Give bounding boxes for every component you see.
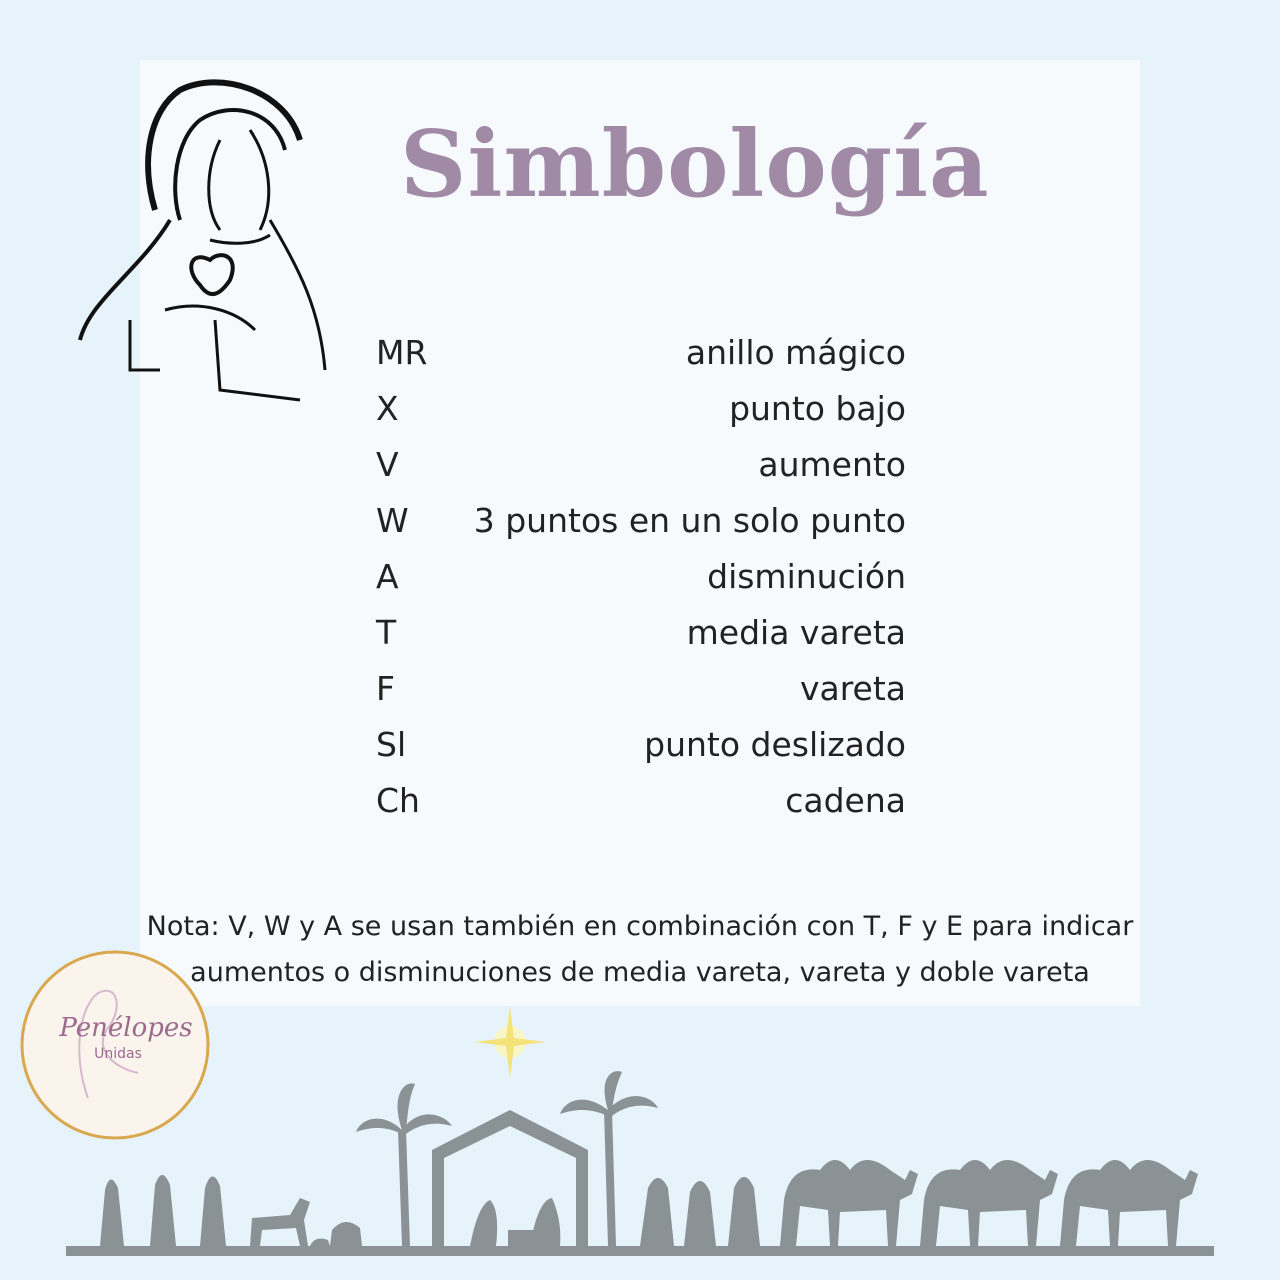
symbol-meaning: media vareta: [686, 613, 906, 652]
symbol-abbreviation: V: [376, 445, 399, 484]
symbol-row: [360, 445, 910, 497]
palm-tree-right: [604, 1110, 616, 1246]
symbol-meaning: anillo mágico: [685, 333, 906, 372]
symbol-abbreviation: A: [376, 557, 399, 596]
symbol-abbreviation: F: [376, 669, 395, 708]
symbol-row: [360, 501, 910, 553]
camel-2: [920, 1160, 1058, 1246]
symbol-row: [360, 557, 910, 609]
stable: [432, 1110, 588, 1246]
symbol-meaning: 3 puntos en un solo punto: [473, 501, 906, 540]
logo-text-unidas: Unidas: [94, 1046, 142, 1062]
note-line-2: aumentos o disminuciones de media vareta, vareta y doble vareta: [190, 957, 1090, 988]
symbol-meaning: punto deslizado: [644, 725, 906, 764]
symbol-meaning: cadena: [785, 781, 906, 820]
page-title: Simbología: [400, 110, 990, 218]
symbol-abbreviation: X: [376, 389, 399, 428]
camel-1: [780, 1160, 918, 1246]
symbol-row: [360, 333, 910, 385]
wise-men-figures: [640, 1177, 760, 1246]
sheep-figures: [310, 1222, 362, 1246]
note: [120, 904, 1160, 996]
symbol-row: [360, 613, 910, 665]
virgin-mary-illustration: [70, 70, 330, 410]
symbol-abbreviation: Sl: [376, 725, 407, 764]
note-line-1: Nota: V, W y A se usan también en combinación con T, F y E para indicar: [146, 911, 1134, 942]
symbol-meaning: vareta: [799, 669, 906, 708]
holy-family-figures: [470, 1198, 560, 1246]
symbol-row: [360, 389, 910, 441]
symbol-row: [360, 781, 910, 833]
nativity-silhouette: [60, 1070, 1220, 1270]
ground-line: [66, 1246, 1214, 1256]
symbol-meaning: punto bajo: [729, 389, 906, 428]
symbol-abbreviation: W: [376, 501, 409, 540]
symbol-meaning: disminución: [707, 557, 906, 596]
camel-3: [1060, 1160, 1198, 1246]
palm-tree-left: [398, 1130, 410, 1246]
symbol-row: [360, 725, 910, 777]
symbol-row: [360, 669, 910, 721]
symbol-abbreviation: MR: [376, 333, 428, 372]
symbol-abbreviation: Ch: [376, 781, 420, 820]
logo-text-penelopes: Penélopes: [59, 1013, 193, 1043]
shepherds-figures: [100, 1175, 226, 1246]
symbol-abbreviation: T: [376, 613, 397, 652]
donkey-figure: [250, 1198, 310, 1246]
symbol-meaning: aumento: [758, 445, 906, 484]
